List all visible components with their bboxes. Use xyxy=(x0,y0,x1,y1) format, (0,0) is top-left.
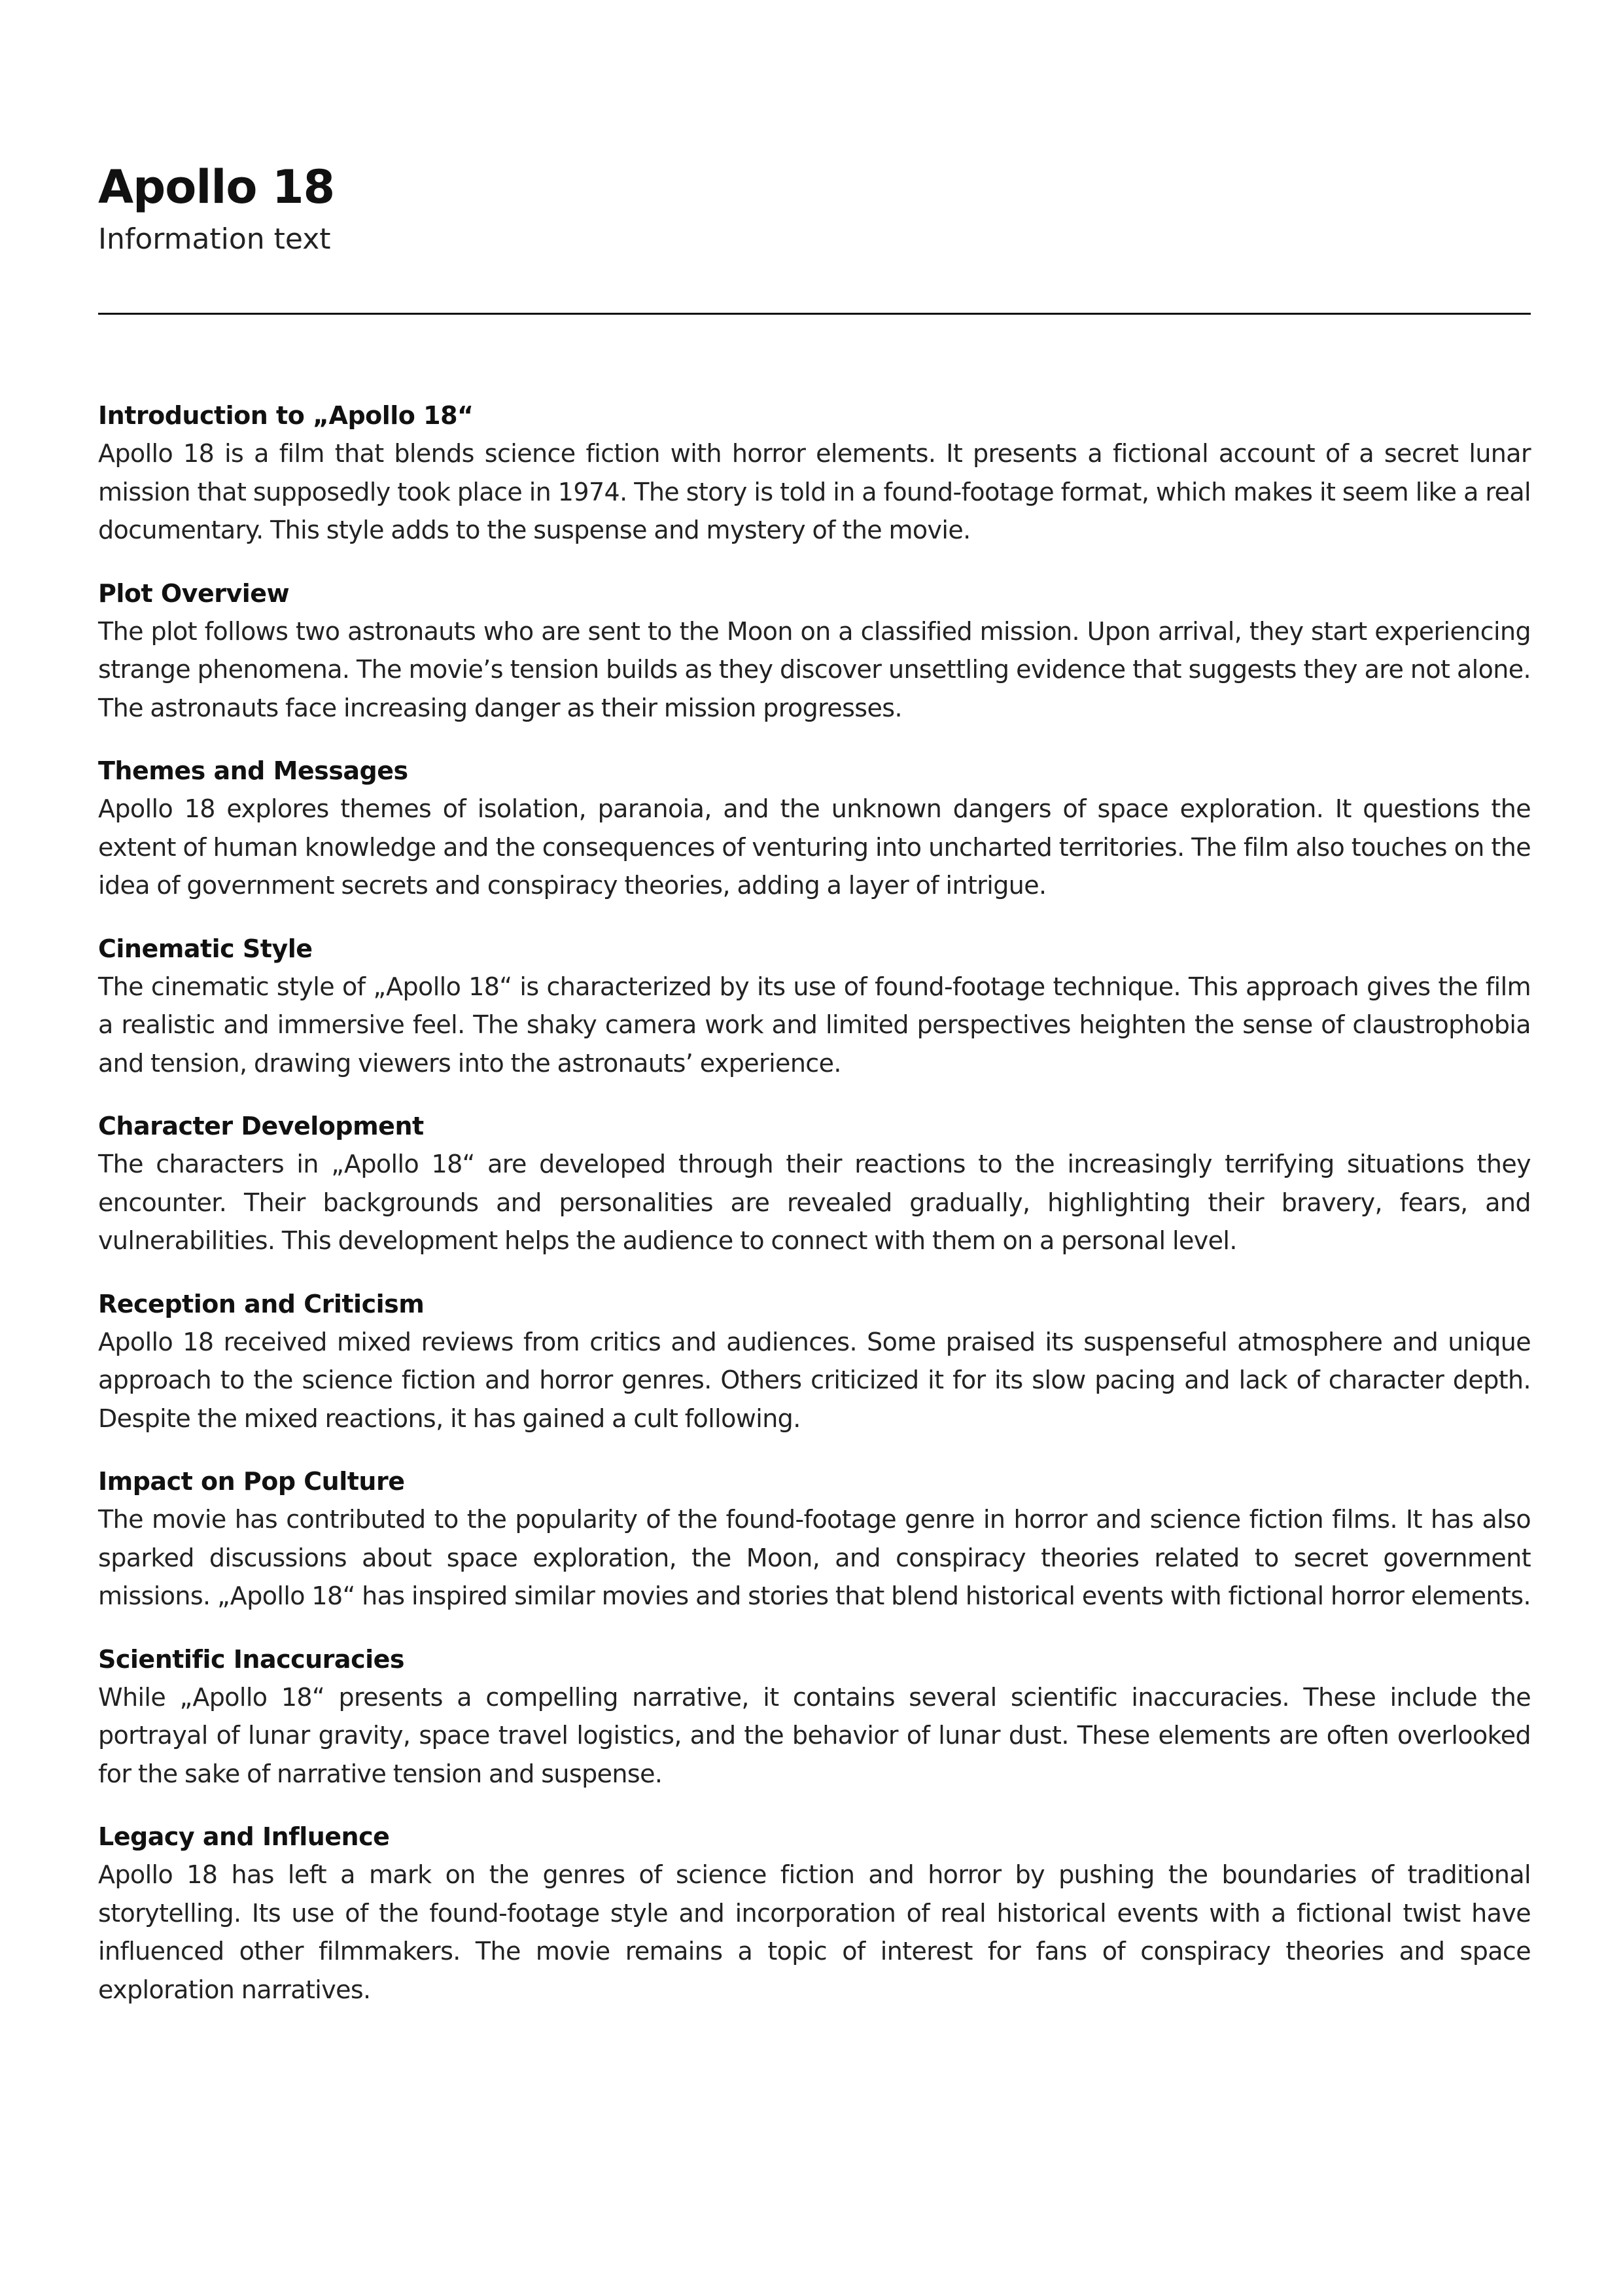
section-paragraph: The cinematic style of „Apollo 18“ is characterized by its use of found-footage technique. This approach gives the film a realistic and immersive feel. The shaky camera work and limited perspectives heighten the sense of claustrophobia and tension, drawing viewers into the astronauts’ experience. xyxy=(98,972,1531,1078)
section-heading: Themes and Messages xyxy=(98,756,408,785)
section-paragraph: The characters in „Apollo 18“ are developed through their reactions to the increasingly terrifying situations they encounter. Their backgrounds and personalities are revealed gradually, highlighting their bravery, fears, and vulnerabilities. This development helps the audience to connect with them on a personal level. xyxy=(98,1150,1531,1255)
section-legacy-and-influence xyxy=(98,1818,1531,2009)
section-heading: Impact on Pop Culture xyxy=(98,1467,405,1496)
section-paragraph: Apollo 18 is a film that blends science fiction with horror elements. It presents a fictional account of a secret lunar mission that supposedly took place in 1974. The story is told in a found-footage format, which makes it seem like a real documentary. This style adds to the suspense and mystery of the movie. xyxy=(98,439,1531,544)
section-heading: Legacy and Influence xyxy=(98,1822,390,1851)
section-plot-overview xyxy=(98,575,1531,728)
document-title: Apollo 18 xyxy=(98,160,335,214)
header-divider xyxy=(98,313,1531,315)
section-paragraph: The movie has contributed to the popularity of the found-footage genre in horror and science fiction films. It has also sparked discussions about space exploration, the Moon, and conspiracy theories related to secret government missions. „Apollo 18“ has inspired similar movies and stories that blend historical events with fictional horror elements. xyxy=(98,1505,1531,1610)
section-impact-on-pop-culture xyxy=(98,1463,1531,1616)
section-introduction xyxy=(98,397,1531,550)
document-header xyxy=(98,154,1531,259)
section-cinematic-style xyxy=(98,930,1531,1083)
section-heading: Cinematic Style xyxy=(98,934,313,963)
section-paragraph: Apollo 18 has left a mark on the genres of science fiction and horror by pushing the boundaries of traditional storytelling. Its use of the found-footage style and incorporation of real historical events with a fictional twist have influenced other filmmakers. The movie remains a topic of interest for fans of conspiracy theories and space exploration narratives. xyxy=(98,1860,1531,2004)
section-paragraph: Apollo 18 received mixed reviews from critics and audiences. Some praised its suspenseful atmosphere and unique approach to the science fiction and horror genres. Others criticized it for its slow pacing and lack of character depth. Despite the mixed reactions, it has gained a cult following. xyxy=(98,1327,1531,1433)
document-subtitle: Information text xyxy=(98,222,331,256)
section-scientific-inaccuracies xyxy=(98,1641,1531,1793)
section-heading: Introduction to „Apollo 18“ xyxy=(98,401,474,430)
section-character-development xyxy=(98,1108,1531,1260)
section-heading: Character Development xyxy=(98,1112,424,1140)
section-reception-and-criticism xyxy=(98,1286,1531,1438)
section-heading: Plot Overview xyxy=(98,578,290,608)
section-heading: Scientific Inaccuracies xyxy=(98,1644,405,1674)
section-paragraph: The plot follows two astronauts who are sent to the Moon on a classified mission. Upon arrival, they start experiencing strange phenomena. The movie’s tension builds as they discover unsettling evidence that suggests they are not alone. The astronauts face increasing danger as their mission progresses. xyxy=(98,616,1531,722)
section-themes-and-messages xyxy=(98,752,1531,905)
section-paragraph: While „Apollo 18“ presents a compelling narrative, it contains several scientific inaccuracies. These include the portrayal of lunar gravity, space travel logistics, and the behavior of lunar dust. These elements are often overlooked for the sake of narrative tension and suspense. xyxy=(98,1682,1531,1788)
document-body xyxy=(98,397,1531,2034)
section-heading: Reception and Criticism xyxy=(98,1289,425,1318)
section-paragraph: Apollo 18 explores themes of isolation, paranoia, and the unknown dangers of space exploration. It questions the extent of human knowledge and the consequences of venturing into uncharted territories. The film also touches on the idea of government secrets and conspiracy theories, adding a layer of intrigue. xyxy=(98,794,1531,900)
